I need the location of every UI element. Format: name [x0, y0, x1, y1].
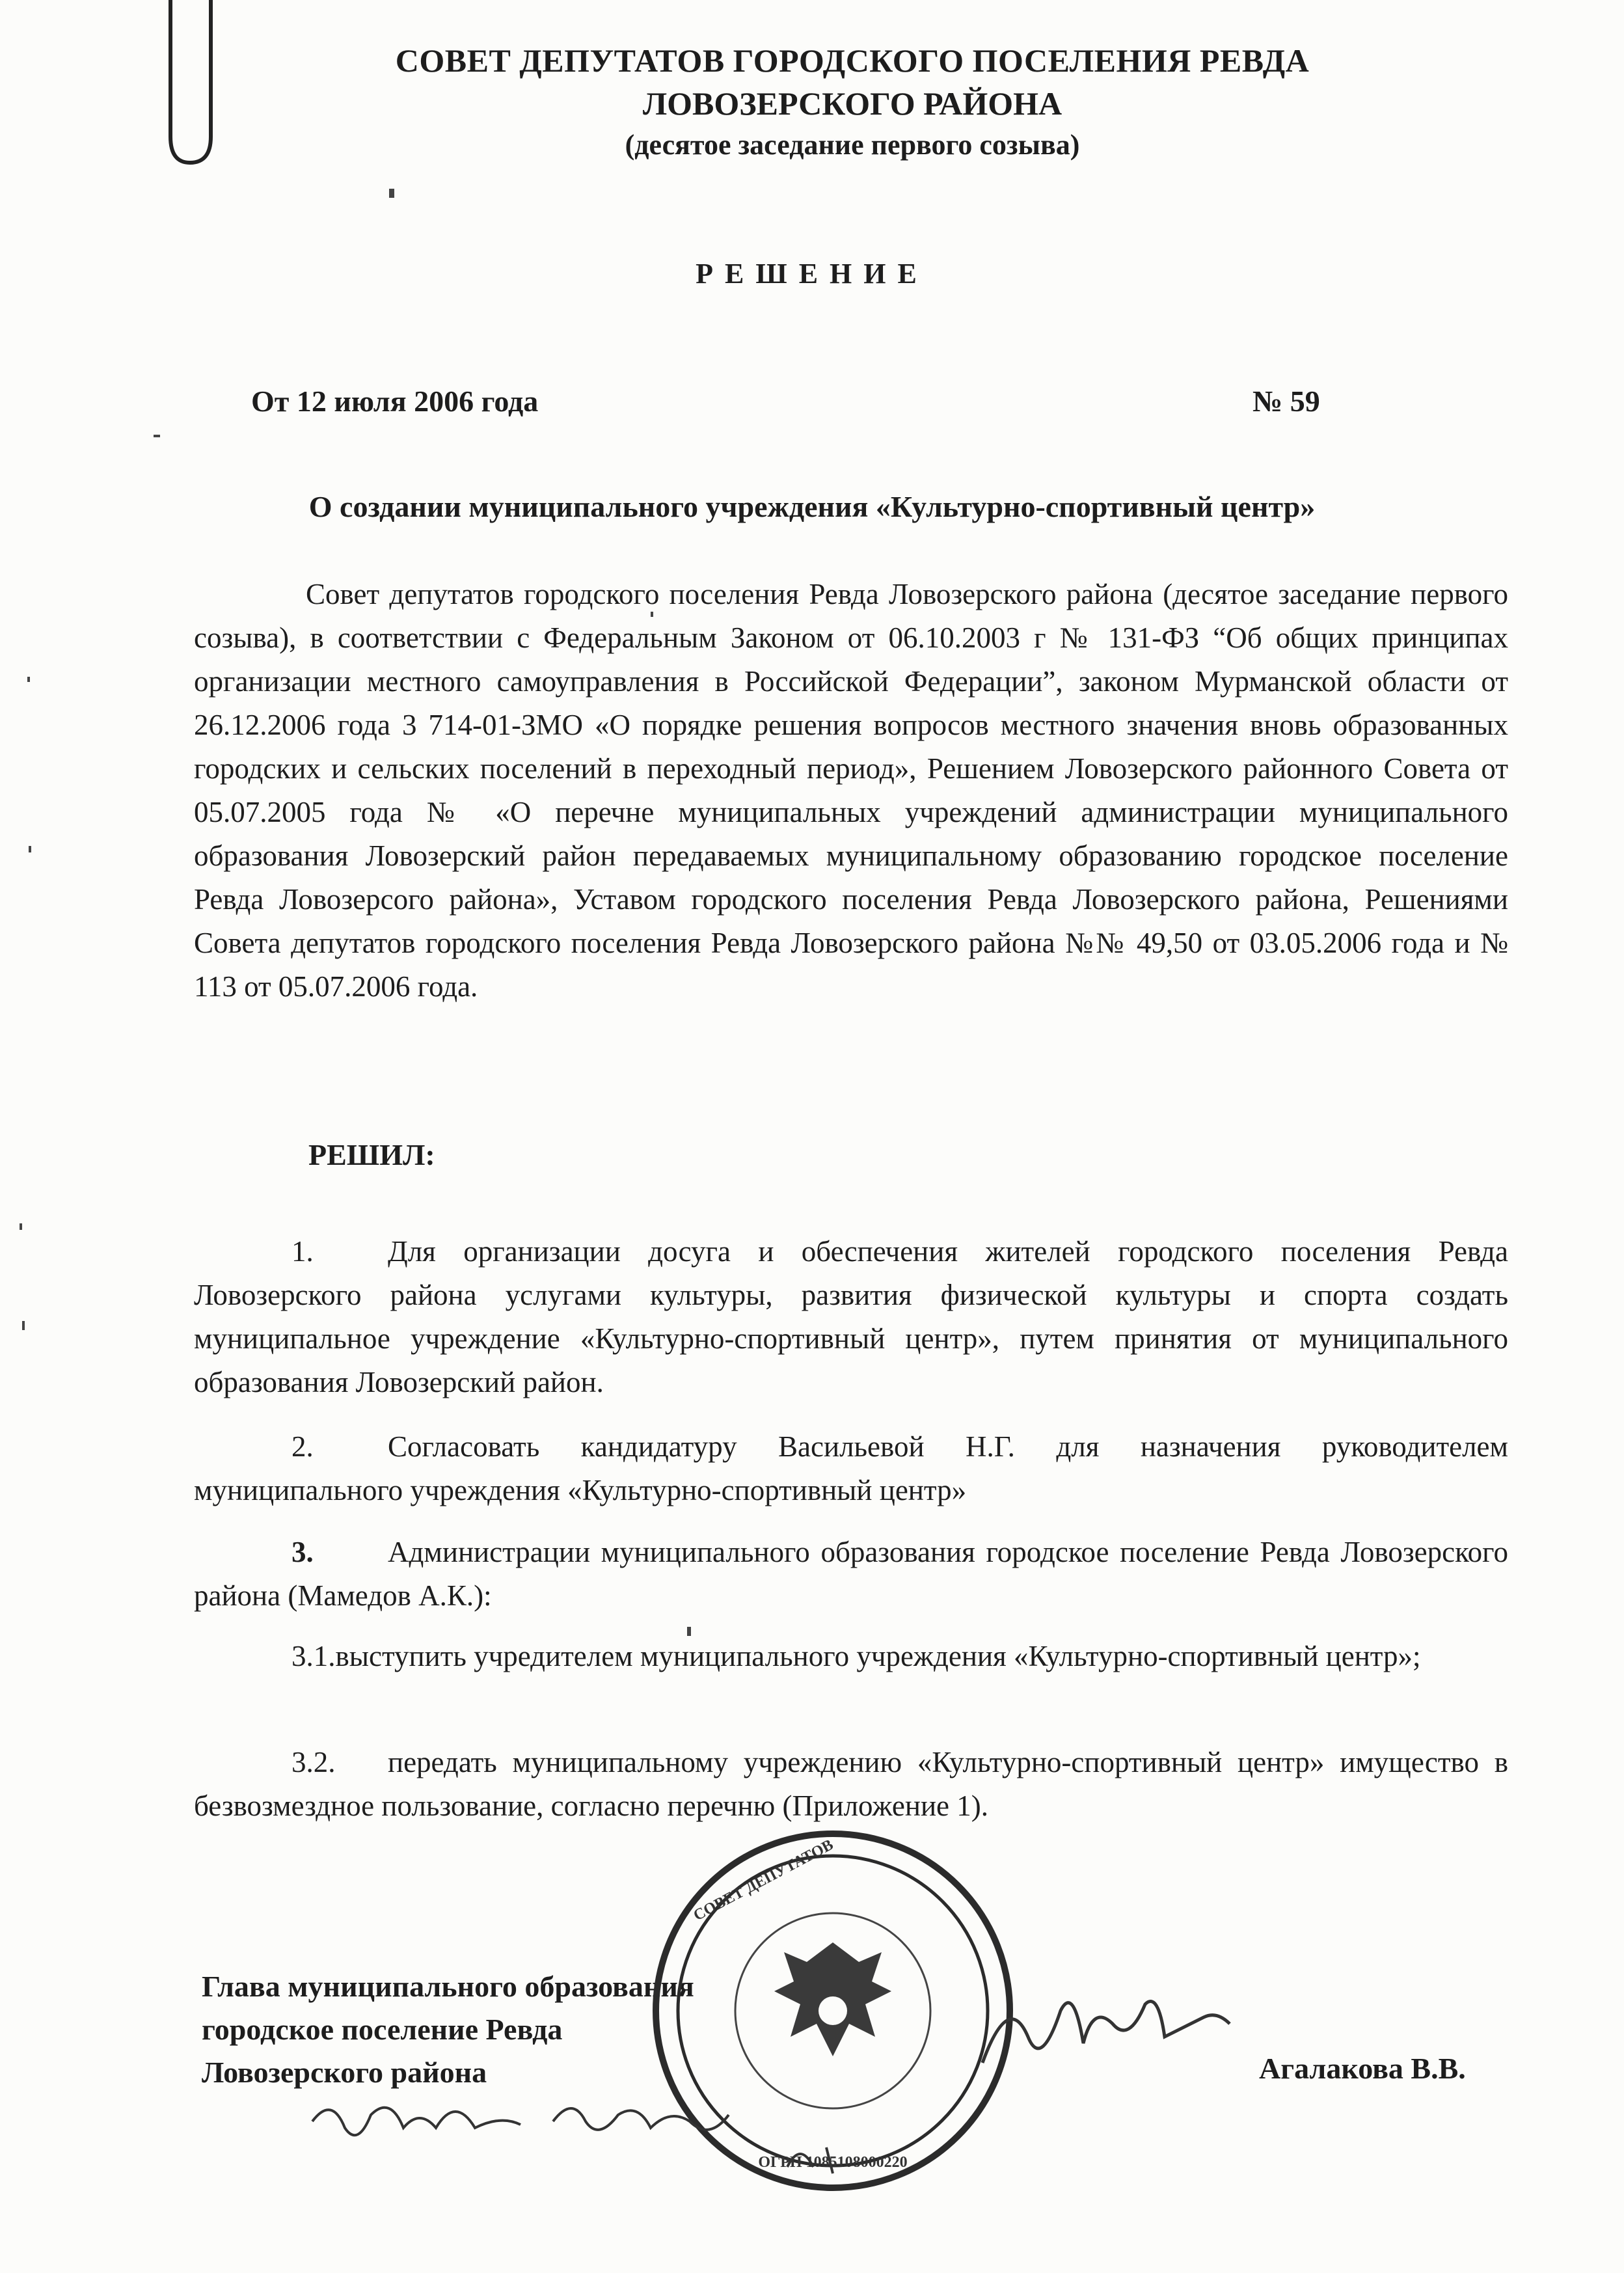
resolved-heading: РЕШИЛ:	[308, 1138, 435, 1171]
signatory-name: Агалакова В.В.	[1259, 2052, 1466, 2085]
item-text: Администрации муниципального образования городское поселение Ревда Ловозерского района (Мамедов А.К.):	[194, 1536, 1508, 1612]
item-number: 3.	[291, 1536, 314, 1568]
signatory-line-2: городское поселение Ревда	[202, 2013, 563, 2046]
item-number: 2.	[291, 1430, 314, 1463]
session-line: (десятое заседание первого созыва)	[625, 129, 1080, 161]
document-title: О создании муниципального учреждения «Культурно-спортивный центр»	[308, 490, 1316, 523]
item-number: 3.2.	[291, 1746, 336, 1778]
svg-text:СОВЕТ ДЕПУТАТОВ: СОВЕТ ДЕПУТАТОВ	[690, 1836, 837, 1925]
item-text: передать муниципальному учреждению «Культурно-спортивный центр» имущество в безвозмездное пользование, согласно перечню (Приложение 1).	[194, 1746, 1508, 1822]
council-name-line-2: ЛОВОЗЕРСКОГО РАЙОНА	[642, 85, 1062, 122]
preamble-paragraph: Совет депутатов городского поселения Ревда Ловозерского района (десятое заседание первого созыва), в соответствии с Федеральным Законом от 06.10.2003 г № 131-ФЗ “Об общих принципах организации местного самоуправления в Российской Федерации”, законом Мурманской области от 26.12.2006 года 3 714-01-ЗМО «О порядке решения вопросов местного значения вновь образованных городских и сельских поселений в переходный период», Решением Ловозерского районного Совета от 05.07.2005 года № «О перечне муниципальных учреждений администрации муниципального образования Ловозерский район передаваемых муниципальному образованию городское поселение Ревда Ловозерсого района», Уставом городского поселения Ревда Ловозерского района, Решениями Совета депутатов городского поселения Ревда Ловозерского района №№ 49,50 от 03.05.2006 года и № 113 от 05.07.2006 года.	[194, 578, 1508, 1003]
document-number: № 59	[1252, 385, 1320, 418]
item-number: 1.	[291, 1235, 314, 1268]
svg-text:ОГРН 1085108000220: ОГРН 1085108000220	[758, 2154, 908, 2171]
item-text: 3.1.выступить учредителем муниципального учреждения «Культурно-спортивный центр»;	[291, 1640, 1421, 1672]
item-text: Согласовать кандидатуру Васильевой Н.Г. для назначения руководителем муниципального учреждения «Культурно-спортивный центр»	[194, 1430, 1508, 1506]
document-type: РЕШЕНИЕ	[696, 258, 928, 290]
council-name-line-1: СОВЕТ ДЕПУТАТОВ ГОРОДСКОГО ПОСЕЛЕНИЯ РЕВДА	[395, 42, 1310, 79]
document-date: От 12 июля 2006 года	[251, 385, 539, 418]
signatory-line-3: Ловозерского района	[202, 2056, 487, 2089]
signatory-line-1: Глава муниципального образования	[202, 1970, 694, 2003]
item-text: Для организации досуга и обеспечения жителей городского поселения Ревда Ловозерского района услугами культуры, развития физической культуры и спорта создать муниципальное учреждение «Культурно-спортивный центр», путем принятия от муниципального образования Ловозерский район.	[194, 1235, 1508, 1398]
